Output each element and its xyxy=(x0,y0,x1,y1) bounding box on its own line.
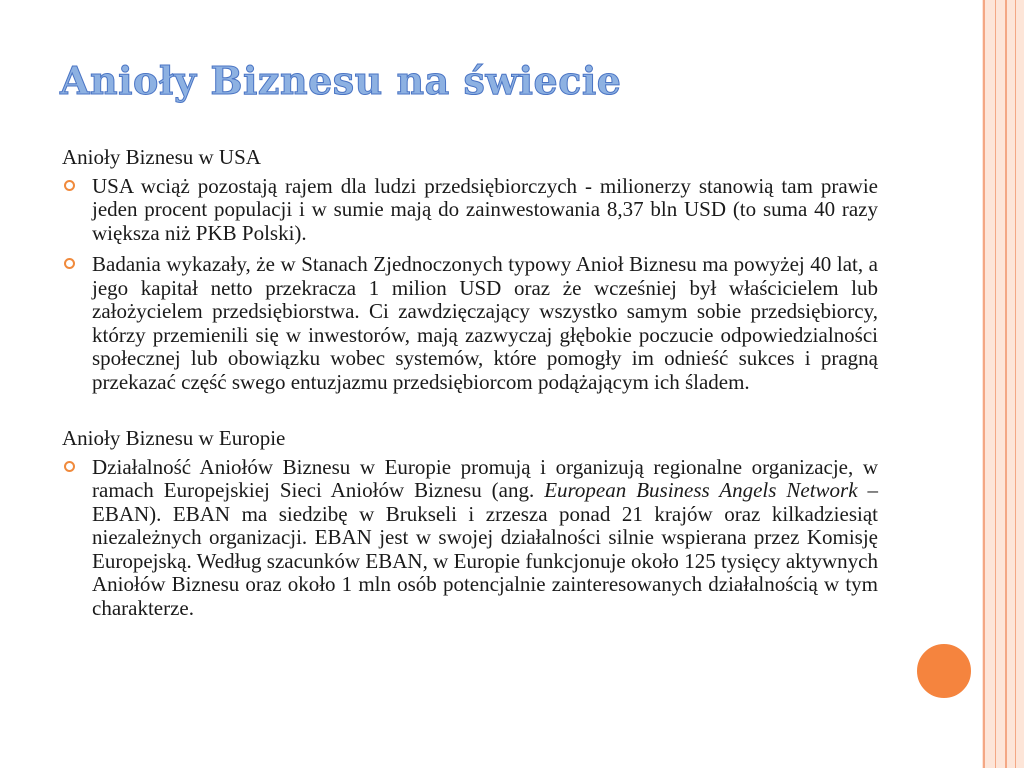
bullet-europe-eban xyxy=(60,456,878,621)
decorative-accent-circle xyxy=(914,641,974,701)
decorative-stripe-line xyxy=(995,0,996,768)
bullet-text: USA wciąż pozostają rajem dla ludzi przedsiębiorczych - milionerzy stanowią tam prawie jeden procent populacji i w sumie mają do zainwestowania 8,37 bln USD (to suma 40 razy większa niż PKB Polski). xyxy=(92,173,878,245)
decorative-stripe-line xyxy=(983,0,985,768)
slide-content xyxy=(60,146,878,628)
bullet-usa-paradise xyxy=(60,175,878,246)
decorative-stripe-band xyxy=(982,0,1024,768)
decorative-stripe-line xyxy=(1015,0,1016,768)
bullet-text: Badania wykazały, że w Stanach Zjednoczonych typowy Anioł Biznesu ma powyżej 40 lat, a jego kapitał netto przekracza 1 milion USD oraz że wcześniej był właścicielem lub założycielem przedsiębiorstwa. Ci zawdzięczający wszystko samym sobie przedsiębiorcy, którzy przemienili się w inwestorów, mają zazwyczaj głębokie poczucie odpowiedzialności społecznej lub obowiązku wobec systemów, które pomogły im odnieść sukces i pragną przekazać część swego entuzjazmu przedsiębiorcom podążającym ich śladem. xyxy=(92,252,878,394)
section-heading-usa: Anioły Biznesu w USA xyxy=(62,145,261,169)
bullet-circle-icon xyxy=(64,180,75,191)
bullet-circle-icon xyxy=(64,461,75,472)
bullet-circle-icon xyxy=(64,258,75,269)
section-heading-europe: Anioły Biznesu w Europie xyxy=(62,426,286,450)
decorative-stripe-line xyxy=(1005,0,1007,768)
bullet-usa-research xyxy=(60,253,878,394)
bullet-text-italic: European Business Angels Network xyxy=(544,478,858,502)
bullet-text-part: Działalność Aniołów Biznesu w Europie promują i organizują regionalne organizacje, w ramach Europejskiej Sieci Aniołów Biznesu (ang. xyxy=(92,454,878,502)
slide-title: Anioły Biznesu na świecie xyxy=(60,58,622,103)
bullet-text-part: – EBAN). EBAN ma siedzibę w Brukseli i zrzesza ponad 21 krajów oraz kilkadziesiąt niezależnych organizacji. EBAN jest w swojej działalności silnie wspierana przez Komisję Europejską. Według szacunków EBAN, w Europie funkcjonuje około 125 tysięcy aktywnych Aniołów Biznesu oraz około 1 mln osób potencjalnie zainteresowanych działalnością w tym charakterze. xyxy=(92,478,878,620)
